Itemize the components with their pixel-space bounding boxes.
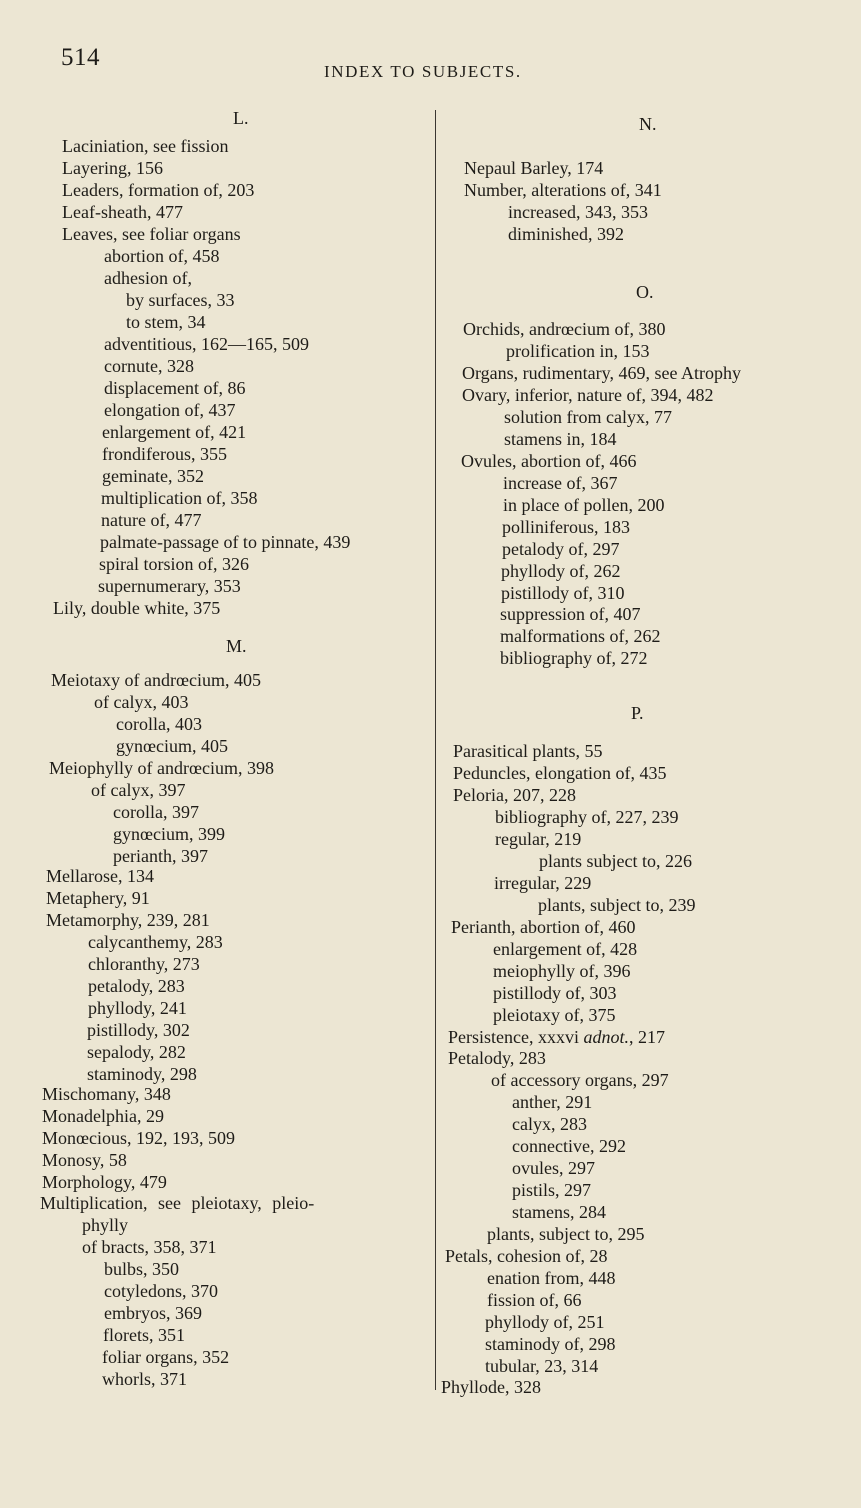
index-entry-continued: phylly xyxy=(82,1215,129,1235)
running-head: INDEX TO SUBJECTS. xyxy=(324,62,522,81)
index-entry: Nepaul Barley, 174 xyxy=(464,158,604,178)
index-subentry: malformations of, 262 xyxy=(500,626,661,646)
page-number: 514 xyxy=(61,44,100,71)
index-subentry: staminody, 298 xyxy=(87,1064,197,1084)
index-subentry: prolification in, 153 xyxy=(506,341,650,361)
index-subentry: tubular, 23, 314 xyxy=(485,1356,599,1376)
index-subsubentry: anther, 291 xyxy=(512,1092,593,1112)
index-subentry: of calyx, 403 xyxy=(94,692,189,712)
index-subentry: plants, subject to, 295 xyxy=(487,1224,645,1244)
index-entry: Morphology, 479 xyxy=(42,1172,167,1192)
index-subsubentry: by surfaces, 33 xyxy=(126,290,235,310)
index-subentry: increase of, 367 xyxy=(503,473,618,493)
index-entry-persistence xyxy=(448,1027,665,1049)
index-entry: Peduncles, elongation of, 435 xyxy=(453,763,667,783)
index-subentry: pistillody, 302 xyxy=(87,1020,190,1040)
index-entry: Metamorphy, 239, 281 xyxy=(46,910,210,930)
index-subentry: fission of, 66 xyxy=(487,1290,582,1310)
index-subentry: pleiotaxy of, 375 xyxy=(493,1005,616,1025)
index-subentry: suppression of, 407 xyxy=(500,604,641,624)
index-subentry: adhesion of, xyxy=(104,268,192,288)
index-subentry: staminody of, 298 xyxy=(485,1334,616,1354)
index-entry: Mellarose, 134 xyxy=(46,866,154,886)
index-entry: Parasitical plants, 55 xyxy=(453,741,603,761)
index-entry: Layering, 156 xyxy=(62,158,163,178)
index-subsubentry: ovules, 297 xyxy=(512,1158,595,1178)
index-subentry: geminate, 352 xyxy=(102,466,204,486)
index-entry: Petalody, 283 xyxy=(448,1048,546,1068)
index-subentry: chloranthy, 273 xyxy=(88,954,200,974)
section-heading-o: O. xyxy=(636,282,654,302)
index-entry: Organs, rudimentary, 469, see Atrophy xyxy=(462,363,741,383)
index-subsubentry: cotyledons, 370 xyxy=(104,1281,218,1301)
index-subsubentry: stamens, 284 xyxy=(512,1202,606,1222)
index-subsubentry: perianth, 397 xyxy=(113,846,208,866)
index-entry: Meiotaxy of andrœcium, 405 xyxy=(51,670,261,690)
index-subentry: of accessory organs, 297 xyxy=(491,1070,669,1090)
index-subentry: diminished, 392 xyxy=(508,224,624,244)
index-entry: Number, alterations of, 341 xyxy=(464,180,662,200)
column-divider xyxy=(435,110,436,1390)
index-subsubentry: plants subject to, 226 xyxy=(539,851,692,871)
index-entry: Leaf-sheath, 477 xyxy=(62,202,183,222)
index-subsubentry: whorls, 371 xyxy=(102,1369,187,1389)
index-entry: Petals, cohesion of, 28 xyxy=(445,1246,608,1266)
index-subentry: adventitious, 162—165, 509 xyxy=(104,334,309,354)
index-entry: Monadelphia, 29 xyxy=(42,1106,164,1126)
section-heading-p: P. xyxy=(631,703,644,723)
index-subsubentry: bulbs, 350 xyxy=(104,1259,180,1279)
index-entry: Ovules, abortion of, 466 xyxy=(461,451,637,471)
index-subsubentry: gynœcium, 405 xyxy=(116,736,228,756)
index-subentry: of calyx, 397 xyxy=(91,780,186,800)
index-subentry: of bracts, 358, 371 xyxy=(82,1237,217,1257)
persistence-italic: adnot. xyxy=(583,1027,629,1047)
index-subentry: increased, 343, 353 xyxy=(508,202,648,222)
index-subentry: phyllody of, 262 xyxy=(501,561,621,581)
index-subentry: multiplication of, 358 xyxy=(101,488,258,508)
index-entry: Meiophylly of andrœcium, 398 xyxy=(49,758,274,778)
index-subsubentry: plants, subject to, 239 xyxy=(538,895,696,915)
index-subentry: nature of, 477 xyxy=(101,510,202,530)
index-subentry: enlargement of, 421 xyxy=(102,422,247,442)
index-entry: Monœcious, 192, 193, 509 xyxy=(42,1128,235,1148)
section-heading-n: N. xyxy=(639,114,657,134)
index-subentry: palmate-passage of to pinnate, 439 xyxy=(100,532,351,552)
index-subentry: supernumerary, 353 xyxy=(98,576,241,596)
index-entry: Laciniation, see fission xyxy=(62,136,229,156)
index-subentry: phyllody, 241 xyxy=(88,998,187,1018)
index-entry: Leaders, formation of, 203 xyxy=(62,180,255,200)
index-subentry: meiophylly of, 396 xyxy=(493,961,631,981)
section-heading-l: L. xyxy=(233,108,249,128)
index-subentry: solution from calyx, 77 xyxy=(504,407,672,427)
index-subentry: pistillody of, 303 xyxy=(493,983,617,1003)
index-subentry: frondiferous, 355 xyxy=(102,444,227,464)
index-subentry: in place of pollen, 200 xyxy=(503,495,665,515)
index-entry: Peloria, 207, 228 xyxy=(453,785,576,805)
index-subentry: phyllody of, 251 xyxy=(485,1312,605,1332)
index-subsubentry: gynœcium, 399 xyxy=(113,824,225,844)
index-subentry: regular, 219 xyxy=(495,829,582,849)
index-subsubentry: corolla, 403 xyxy=(116,714,202,734)
index-entry: Lily, double white, 375 xyxy=(53,598,221,618)
index-subentry: petalody, 283 xyxy=(88,976,185,996)
index-subentry: enation from, 448 xyxy=(487,1268,616,1288)
index-subsubentry: to stem, 34 xyxy=(126,312,206,332)
index-subsubentry: foliar organs, 352 xyxy=(102,1347,230,1367)
index-subentry: polliniferous, 183 xyxy=(502,517,630,537)
index-subsubentry: florets, 351 xyxy=(103,1325,185,1345)
index-subentry: petalody of, 297 xyxy=(502,539,620,559)
index-subentry: cornute, 328 xyxy=(104,356,194,376)
index-subentry: sepalody, 282 xyxy=(87,1042,186,1062)
index-entry: Ovary, inferior, nature of, 394, 482 xyxy=(462,385,714,405)
index-subsubentry: pistils, 297 xyxy=(512,1180,592,1200)
index-subsubentry: calyx, 283 xyxy=(512,1114,587,1134)
index-entry: Monosy, 58 xyxy=(42,1150,127,1170)
index-entry: Phyllode, 328 xyxy=(441,1377,542,1397)
index-entry: Metaphery, 91 xyxy=(46,888,150,908)
index-subsubentry: embryos, 369 xyxy=(104,1303,202,1323)
index-subentry: spiral torsion of, 326 xyxy=(99,554,249,574)
index-subentry: bibliography of, 227, 239 xyxy=(495,807,679,827)
index-subentry: stamens in, 184 xyxy=(504,429,617,449)
index-subentry: abortion of, 458 xyxy=(104,246,220,266)
index-subentry: enlargement of, 428 xyxy=(493,939,638,959)
index-subentry: bibliography of, 272 xyxy=(500,648,648,668)
index-subentry: elongation of, 437 xyxy=(104,400,236,420)
index-entry: Orchids, andrœcium of, 380 xyxy=(463,319,666,339)
persistence-pages: , 217 xyxy=(629,1027,665,1047)
index-subsubentry: corolla, 397 xyxy=(113,802,199,822)
index-entry: Multiplication, see pleiotaxy, pleio- xyxy=(40,1193,315,1213)
index-entry: Perianth, abortion of, 460 xyxy=(451,917,636,937)
index-entry: Leaves, see foliar organs xyxy=(62,224,241,244)
persistence-text: Persistence, xxxvi xyxy=(448,1027,584,1047)
index-subsubentry: connective, 292 xyxy=(512,1136,626,1156)
index-subentry: irregular, 229 xyxy=(494,873,592,893)
index-entry: Mischomany, 348 xyxy=(42,1084,171,1104)
section-heading-m: M. xyxy=(226,636,247,656)
index-subentry: displacement of, 86 xyxy=(104,378,246,398)
index-subentry: pistillody of, 310 xyxy=(501,583,625,603)
index-subentry: calycanthemy, 283 xyxy=(88,932,223,952)
